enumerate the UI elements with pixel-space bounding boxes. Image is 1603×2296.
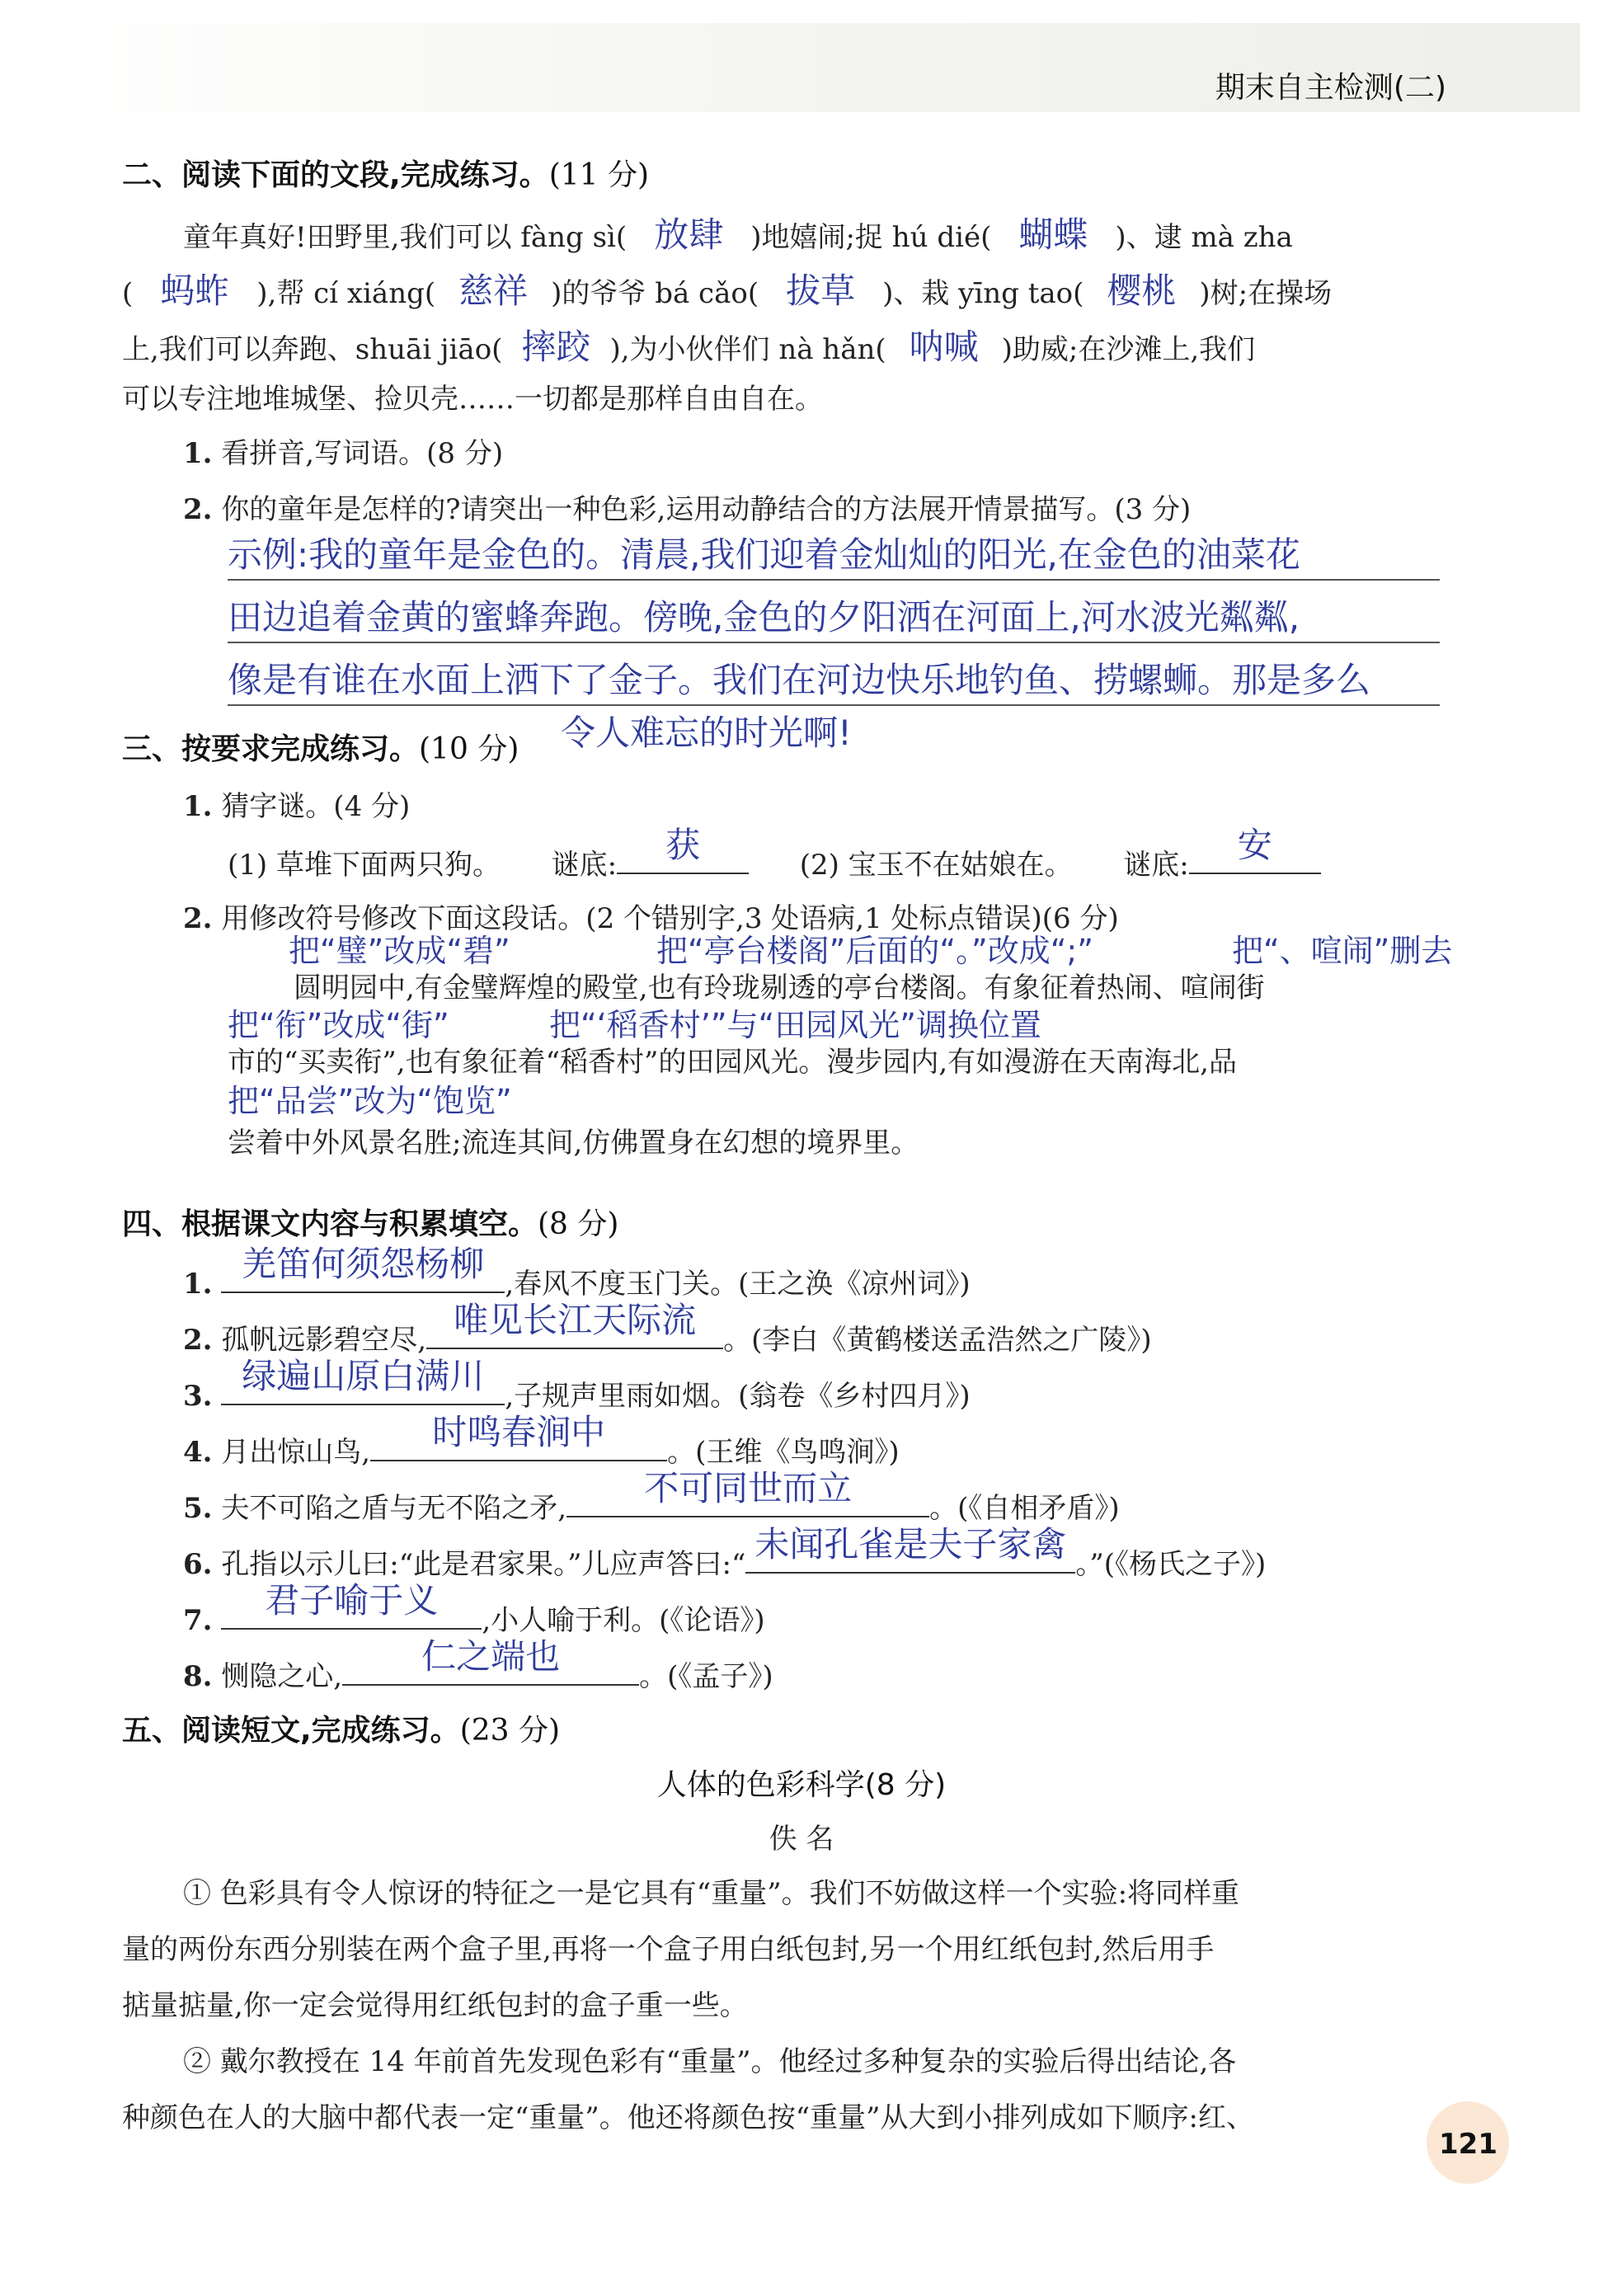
section-3-points: (10 分) (419, 732, 519, 766)
question-2-2 (183, 487, 1191, 527)
fill-answer: 未闻孔雀是夫子家禽 (754, 1524, 1067, 1564)
answer-nahan: 呐喊 (909, 327, 979, 367)
passage-text: 童年真好!田野里,我们可以 fàng sì( (183, 221, 628, 254)
page-number: 121 (1439, 2128, 1497, 2161)
item-text: ,春风不度玉门关。(王之涣《凉州词》) (505, 1268, 971, 1301)
section-2-points: (11 分) (548, 158, 650, 192)
item-text: ,小人喻于利。(《论语》) (482, 1604, 765, 1637)
section-3-heading (122, 726, 519, 768)
item-text: 孤帆远影碧空尽, (221, 1324, 427, 1357)
fill-blank (566, 1468, 929, 1517)
question-3-1 (183, 783, 410, 824)
passage-text: )、逮 mà zha (1115, 221, 1293, 254)
question-number: 2. (183, 493, 213, 526)
item-number: 2. (183, 1324, 213, 1357)
fill-blank (370, 1412, 667, 1461)
fill-answer: 仁之端也 (421, 1636, 561, 1677)
correction-note-3: 把“、喧闹”删去 (1232, 933, 1453, 969)
writing-line (228, 579, 1440, 581)
passage-line-1 (183, 208, 1293, 257)
question-text: 用修改符号修改下面这段话。(2 个错别字,3 处语病,1 处标点错误)(6 分) (221, 902, 1119, 935)
answer-line-1: 示例:我的童年是金色的。清晨,我们迎着金灿灿的阳光,在金色的油菜花 (228, 534, 1300, 575)
header-title: 期末自主检测(二) (1215, 71, 1446, 105)
article-author: 佚 名 (769, 1823, 834, 1856)
question-2-1 (183, 430, 503, 471)
article-line: 种颜色在人的大脑中都代表一定“重量”。他还将颜色按“重量”从大到小排列成如下顺序:红、 (122, 2101, 1254, 2134)
fill-blank (426, 1300, 723, 1349)
answer-shuaijiao: 摔跤 (521, 327, 591, 367)
article-line: 量的两份东西分别装在两个盒子里,再将一个盒子用白纸包封,另一个用红纸包封,然后用手 (122, 1933, 1215, 1966)
fill-blank (221, 1244, 505, 1293)
item-text: 恻隐之心, (221, 1660, 343, 1693)
item-number: 1. (183, 1268, 213, 1301)
fill-answer: 君子喻于义 (265, 1580, 439, 1621)
fill-answer: 羌笛何须怨杨柳 (242, 1244, 485, 1284)
correction-note-5: 把“‘稻香村’”与“田园风光”调换位置 (549, 1007, 1041, 1043)
fill-blank (221, 1356, 505, 1405)
answer-line-4: 令人难忘的时光啊! (561, 713, 852, 753)
passage-text: )的爷爷 bá cǎo( (551, 277, 759, 310)
section-5-heading (122, 1707, 560, 1749)
passage-text: ),帮 cí xiáng( (256, 277, 436, 310)
answer-line-3: 像是有谁在水面上洒下了金子。我们在河边快乐地钓鱼、捞螺蛳。那是多么 (228, 660, 1371, 700)
correction-note-2: 把“亭台楼阁”后面的“。”改成“;” (656, 933, 1093, 969)
item-text: 。”(《杨氏之子》) (1075, 1548, 1267, 1581)
answer-line-2: 田边追着金黄的蜜蜂奔跑。傍晚,金色的夕阳洒在河面上,河水波光粼粼, (228, 597, 1300, 638)
passage-text: 上,我们可以奔跑、shuāi jiāo( (122, 333, 503, 366)
riddle-answer-label: 谜底: (551, 849, 618, 882)
item-number: 7. (183, 1604, 213, 1637)
question-text: 猜字谜。(4 分) (221, 790, 411, 823)
riddle-1-blank (617, 825, 749, 874)
passage-line-3 (122, 320, 1255, 369)
item-text: 孔指以示儿曰:“此是君家果。”儿应声答曰:“ (221, 1548, 746, 1581)
riddle-1-answer: 获 (665, 825, 701, 865)
answer-mazha: 蚂蚱 (160, 271, 230, 311)
passage-text: )树;在操场 (1199, 277, 1333, 310)
item-text: 月出惊山鸟, (221, 1436, 371, 1469)
passage-line: 圆明园中,有金璧辉煌的殿堂,也有玲珑剔透的亭台楼阁。有象征着热闹、喧闹街 (294, 972, 1265, 1004)
passage-line: 尝着中外风景名胜;流连其间,仿佛置身在幻想的境界里。 (228, 1127, 919, 1160)
passage-text: )地嬉闹;捉 hú dié( (750, 221, 992, 254)
fill-answer: 不可同世而立 (644, 1468, 853, 1508)
item-text: 。(王维《鸟鸣涧》) (667, 1436, 900, 1469)
item-number: 5. (183, 1492, 213, 1525)
riddle-answer-label: 谜底: (1123, 849, 1189, 882)
fill-answer: 时鸣春涧中 (432, 1412, 606, 1452)
article-line: ① 色彩具有令人惊讶的特征之一是它具有“重量”。我们不妨做这样一个实验:将同样重 (183, 1877, 1240, 1910)
passage-text: ( (122, 277, 134, 310)
question-number: 2. (183, 902, 213, 935)
riddle-2: (2) 宝玉不在姑娘在。 (799, 849, 1073, 882)
article-title: 人体的色彩科学(8 分) (656, 1768, 947, 1802)
item-text: 。(李白《黄鹤楼送孟浩然之广陵》) (723, 1324, 1152, 1357)
correction-note-6: 把“品尝”改为“饱览” (228, 1083, 512, 1119)
section-5-points: (23 分) (459, 1714, 561, 1748)
passage-text: )、栽 yīng tao( (882, 277, 1084, 310)
item-number: 3. (183, 1380, 213, 1413)
fill-blank (745, 1524, 1075, 1574)
riddle-row (228, 825, 1321, 882)
item-number: 4. (183, 1436, 213, 1469)
item-number: 6. (183, 1548, 213, 1581)
question-number: 1. (183, 790, 213, 823)
riddle-1: (1) 草堆下面两只狗。 (228, 849, 501, 882)
section-3-title: 三、按要求完成练习。 (122, 732, 420, 766)
item-text: ,子规声里雨如烟。(翁卷《乡村四月》) (505, 1380, 971, 1413)
fill-answer: 唯见长江天际流 (454, 1300, 697, 1340)
section-5-title: 五、阅读短文,完成练习。 (122, 1714, 460, 1748)
passage-line: 市的“买卖衔”,也有象征着“稻香村”的田园风光。漫步园内,有如漫游在天南海北,品 (228, 1046, 1237, 1079)
section-2-title: 二、阅读下面的文段,完成练习。 (122, 158, 549, 192)
answer-bacao: 拔草 (786, 271, 856, 311)
correction-note-1: 把“璧”改成“碧” (289, 933, 510, 969)
passage-text: )助威;在沙滩上,我们 (1001, 333, 1256, 366)
passage-line-4: 可以专注地堆城堡、捡贝壳……一切都是那样自由自在。 (122, 383, 823, 416)
question-text: 看拼音,写词语。(8 分) (221, 437, 504, 470)
question-number: 1. (183, 437, 213, 470)
item-number: 8. (183, 1660, 213, 1693)
section-4-title: 四、根据课文内容与积累填空。 (122, 1207, 538, 1241)
riddle-2-blank (1189, 825, 1321, 874)
passage-text: ),为小伙伴们 nà hǎn( (609, 333, 886, 366)
answer-yingtao: 樱桃 (1107, 271, 1177, 311)
writing-line (228, 642, 1440, 643)
fill-item-8 (183, 1636, 773, 1694)
answer-fangsi: 放肆 (654, 214, 724, 255)
section-2-heading (122, 152, 649, 194)
item-text: 。(《自相矛盾》) (929, 1492, 1120, 1525)
passage-line-2 (122, 264, 1332, 313)
fill-answer: 绿遍山原白满川 (242, 1356, 485, 1396)
article-line: ② 戴尔教授在 14 年前首先发现色彩有“重量”。他经过多种复杂的实验后得出结论,各 (183, 2045, 1237, 2078)
article-line: 掂量掂量,你一定会觉得用红纸包封的盒子重一些。 (122, 1989, 748, 2022)
correction-note-4: 把“衔”改成“街” (228, 1007, 449, 1043)
riddle-2-answer: 安 (1237, 825, 1272, 865)
answer-hudie: 蝴蝶 (1018, 214, 1088, 255)
answer-cixiang: 慈祥 (458, 271, 529, 311)
fill-blank (221, 1580, 482, 1630)
fill-blank (342, 1636, 639, 1686)
item-text: 。(《孟子》) (639, 1660, 773, 1693)
item-text: 夫不可陷之盾与无不陷之矛, (221, 1492, 567, 1525)
section-4-points: (8 分) (538, 1207, 619, 1241)
question-text: 你的童年是怎样的?请突出一种色彩,运用动静结合的方法展开情景描写。(3 分) (221, 493, 1192, 526)
